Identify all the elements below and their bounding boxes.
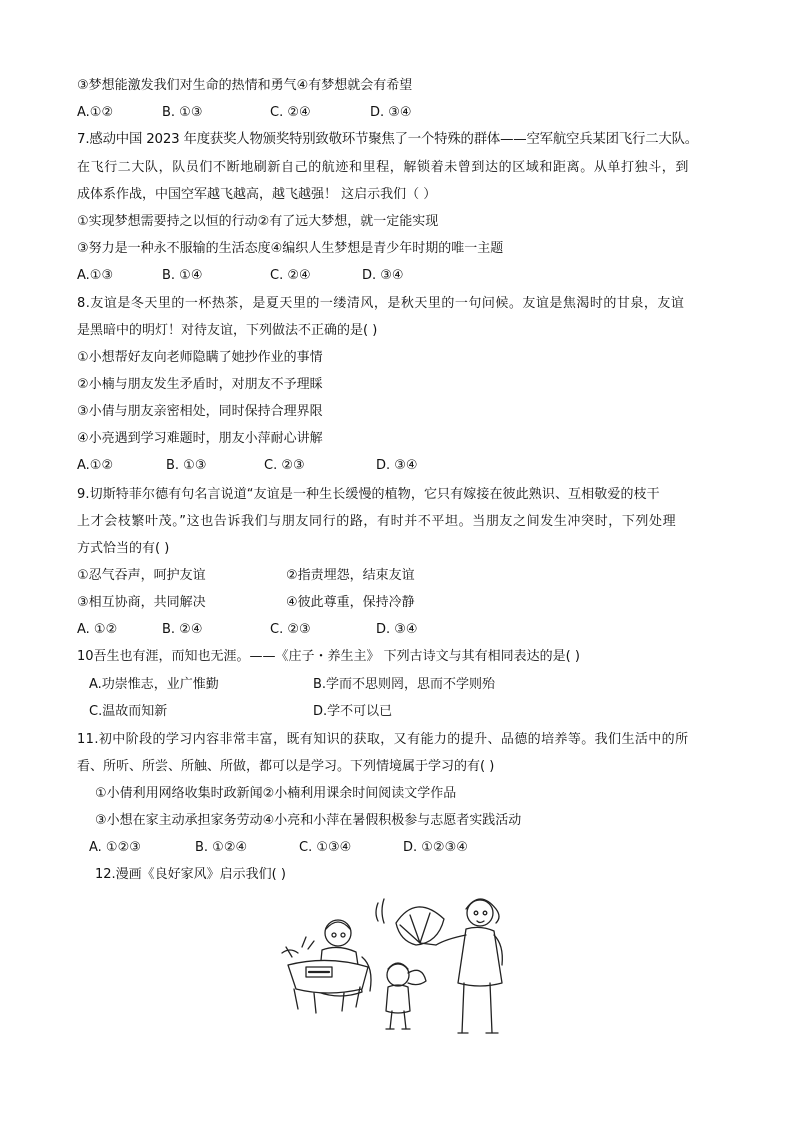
q10-option-a: A.功崇惟志，业广惟勤 (89, 677, 219, 692)
q8-stem-line-2: 是黑暗中的明灯！对待友谊，下列做法不正确的是( ) (77, 323, 378, 338)
q8-stem-line-1: 8.友谊是冬天里的一杯热茶，是夏天里的一缕清风，是秋天里的一句问候。友谊是焦渴时的甘泉，友谊 (77, 296, 685, 311)
q8-item-3: ③小倩与朋友亲密相处，同时保持合理界限 (77, 404, 323, 419)
q10-option-b: B.学而不思则罔，思而不学则殆 (313, 677, 496, 692)
q7-item-line-1: ①实现梦想需要持之以恒的行动②有了远大梦想，就一定能实现 (77, 214, 439, 229)
q7-option-b: B. ①④ (162, 268, 203, 283)
q9-item-1: ①忍气吞声，呵护友谊 (77, 568, 206, 583)
q9-stem-line-1: 9.切斯特菲尔德有句名言说道“友谊是一种生长缓慢的植物，它只有嫁接在彼此熟识、互相敬爱的枝干 (77, 487, 660, 502)
q7-stem-line-2: 在飞行二大队，队员们不断地刷新自己的航迹和里程，解锁着未曾到达的区域和距离。从单打独斗，到 (77, 160, 690, 175)
q6-option-b: B. ①③ (162, 105, 203, 120)
q7-item-line-2: ③努力是一种永不服输的生活态度④编织人生梦想是青少年时期的唯一主题 (77, 241, 504, 256)
q7-option-c: C. ②④ (270, 268, 311, 283)
q11-item-line-1: ①小倩利用网络收集时政新闻②小楠利用课余时间阅读文学作品 (95, 786, 457, 801)
q11-item-line-2: ③小想在家主动承担家务劳动④小亮和小萍在暑假积极参与志愿者实践活动 (95, 813, 522, 828)
q11-option-c: C. ①③④ (299, 840, 352, 855)
q9-item-4: ④彼此尊重，保持冷静 (286, 595, 415, 610)
q8-option-c: C. ②③ (264, 458, 305, 473)
q6-option-d: D. ③④ (370, 105, 412, 120)
q8-option-d: D. ③④ (376, 458, 418, 473)
q7-stem-line-3: 成体系作战，中国空军越飞越高，越飞越强！ 这启示我们（ ） (77, 187, 437, 202)
q7-stem-line-1: 7.感动中国 2023 年度获奖人物颁奖特别致敬环节聚焦了一个特殊的群体——空军航空兵某团飞行二大队。 (77, 132, 698, 147)
q11-option-b: B. ①②④ (195, 840, 248, 855)
q6-option-c: C. ②④ (270, 105, 311, 120)
q8-item-4: ④小亮遇到学习难题时，朋友小萍耐心讲解 (77, 431, 323, 446)
q9-option-c: C. ②③ (270, 622, 311, 637)
q7-option-a: A.①③ (77, 268, 114, 283)
q11-option-a: A. ①②③ (89, 840, 141, 855)
q9-item-3: ③相互协商，共同解决 (77, 595, 206, 610)
q10-option-c: C.温故而知新 (89, 704, 168, 719)
q8-option-a: A.①② (77, 458, 114, 473)
q11-option-d: D. ①②③④ (403, 840, 468, 855)
q10-option-d: D.学不可以已 (313, 704, 393, 719)
q9-option-a: A. ①② (77, 622, 118, 637)
q9-option-d: D. ③④ (376, 622, 418, 637)
q11-stem-line-2: 看、所听、所尝、所触、所做，都可以是学习。下列情境属于学习的有( ) (77, 759, 495, 774)
q7-option-d: D. ③④ (362, 268, 404, 283)
q8-item-1: ①小想帮好友向老师隐瞒了她抄作业的事情 (77, 350, 323, 365)
q6-item-line: ③梦想能激发我们对生命的热情和勇气④有梦想就会有希望 (77, 78, 413, 93)
q6-option-a: A.①② (77, 105, 114, 120)
q10-stem: 10吾生也有涯，而知也无涯。——《庄子・养生主》 下列古诗文与其有相同表达的是( ) (77, 649, 580, 664)
q12-stem: 12.漫画《良好家风》启示我们( ) (95, 867, 286, 882)
q8-option-b: B. ①③ (166, 458, 207, 473)
q9-item-2: ②指责埋怨，结束友谊 (286, 568, 415, 583)
family-cartoon-illustration (280, 895, 520, 1045)
q9-stem-line-2: 上才会枝繁叶茂。”这也告诉我们与朋友同行的路，有时并不平坦。当朋友之间发生冲突时，下列处理 (77, 514, 677, 529)
q11-stem-line-1: 11.初中阶段的学习内容非常丰富，既有知识的获取，又有能力的提升、品德的培养等。我们生活中的所 (77, 732, 689, 747)
q9-stem-line-3: 方式恰当的有( ) (77, 541, 170, 556)
q9-option-b: B. ②④ (162, 622, 203, 637)
q8-item-2: ②小楠与朋友发生矛盾时，对朋友不予理睬 (77, 377, 323, 392)
